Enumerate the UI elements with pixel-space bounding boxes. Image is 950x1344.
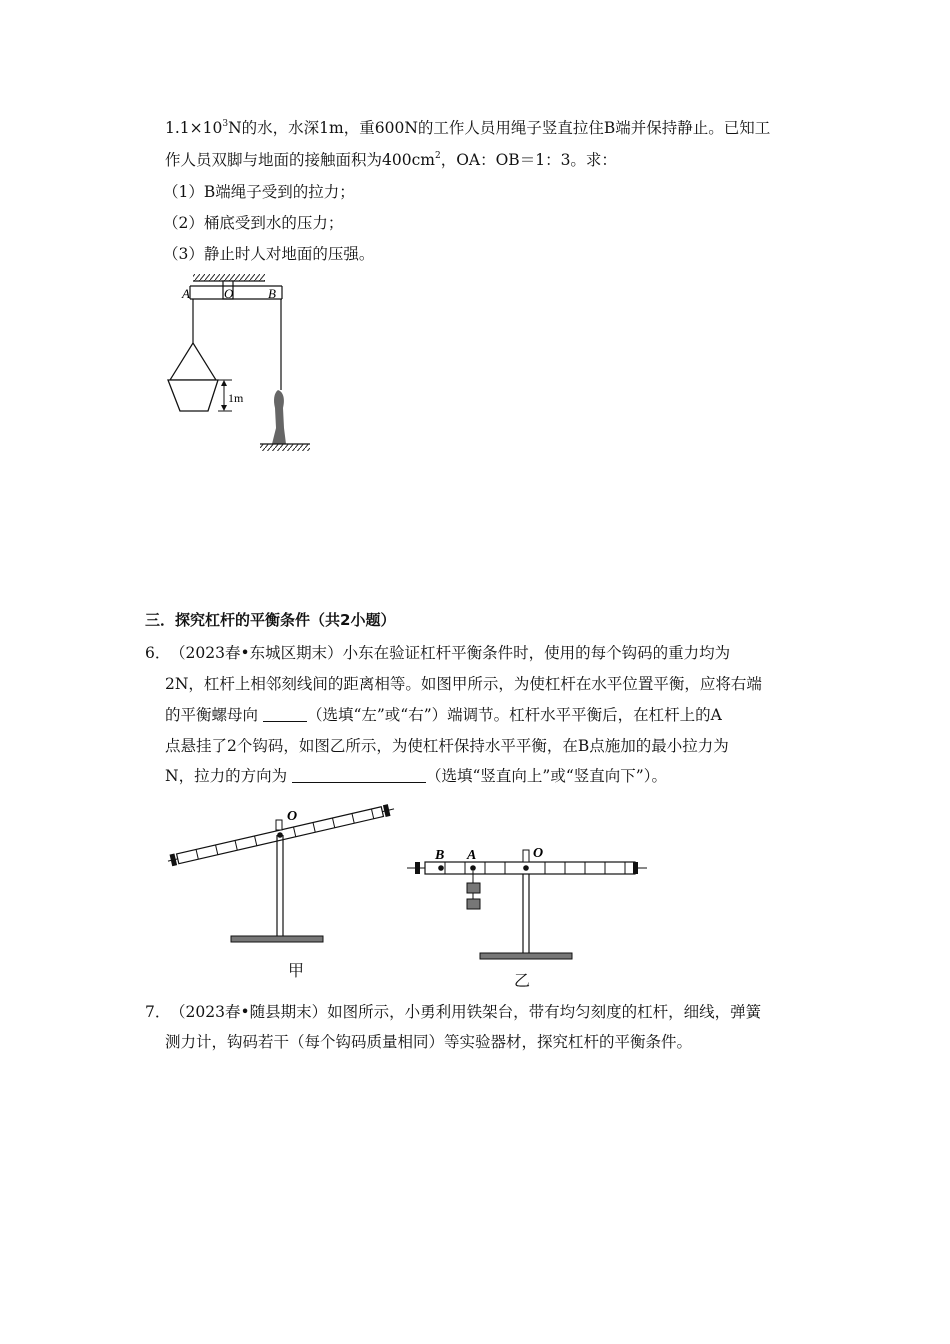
lever-yi [425, 862, 635, 874]
p7-line2: 测力计，钩码若干（每个钩码质量相同）等实验器材，探究杠杆的平衡条件。 [165, 1033, 693, 1051]
p6-line2: 2N，杠杆上相邻刻线间的距离相等。如图甲所示，为使杠杆在水平位置平衡，应将右端 [165, 675, 762, 693]
label-O-yi: O [533, 846, 544, 861]
point-B [438, 865, 444, 871]
label-B: B [268, 286, 276, 301]
bucket [168, 380, 218, 411]
caption-jia: 甲 [288, 961, 305, 980]
pivot-jia [277, 832, 283, 838]
answer-blank-direction[interactable] [263, 707, 307, 722]
p5-line2: 作人员双脚与地面的接触面积为$400cm^2$，OA：OB＝1：3。求： [165, 151, 617, 169]
pivot-yi [523, 865, 529, 871]
base-jia [231, 936, 323, 942]
label-A: A [182, 286, 190, 301]
section-3-heading: 三．探究杠杆的平衡条件（共2小题） [145, 611, 396, 629]
label-O-jia: O [287, 809, 298, 824]
hook-weight-1 [467, 883, 480, 893]
p6-line3: 的平衡螺母向 （选填“左”或“右”）端调节。杠杆水平平衡后，在杠杆上的A [165, 706, 722, 724]
answer-blank-force-direction[interactable] [292, 768, 426, 783]
label-A-yi: A [467, 848, 477, 863]
bucket-handle [170, 343, 216, 380]
base-yi [480, 953, 572, 959]
p7-line1: （2023春•随县期末）如图所示，小勇利用铁架台，带有均匀刻度的杠杆，细线，弹簧 [170, 1003, 762, 1021]
figure-jia-tilted-lever [165, 800, 405, 950]
p7-number: 7． [145, 1003, 171, 1021]
ground-hatch [260, 444, 310, 451]
p5-question-2: （2）桶底受到水的压力； [163, 214, 344, 232]
figure-yi-level-lever [405, 840, 655, 970]
worker-figure [272, 390, 286, 444]
p5-question-1: （1）B端绳子受到的拉力； [163, 183, 355, 201]
p6-number: 6． [145, 644, 171, 662]
p5-question-3: （3）静止时人对地面的压强。 [163, 245, 375, 263]
p6-line4: 点悬挂了2个钩码，如图乙所示，为使杠杆保持水平平衡，在B点施加的最小拉力为 [165, 737, 729, 755]
depth-label: 1m [228, 391, 244, 405]
ceiling-hatch [193, 274, 265, 281]
caption-yi: 乙 [514, 971, 531, 990]
p5-line1: $1.1\times 10^3N$的水，水深1m，重600N的工作人员用绳子竖直拉住B端并保持静止。已知工 [165, 119, 771, 137]
label-O: O [224, 286, 234, 301]
point-A [470, 865, 476, 871]
p6-line5: N，拉力的方向为 （选填“竖直向上”或“竖直向下”）。 [165, 767, 667, 785]
label-B-yi: B [435, 848, 445, 863]
lever-bucket-figure [160, 268, 320, 458]
hook-weight-2 [467, 899, 480, 909]
p6-line1: （2023春•东城区期末）小东在验证杠杆平衡条件时，使用的每个钩码的重力均为 [170, 644, 731, 662]
